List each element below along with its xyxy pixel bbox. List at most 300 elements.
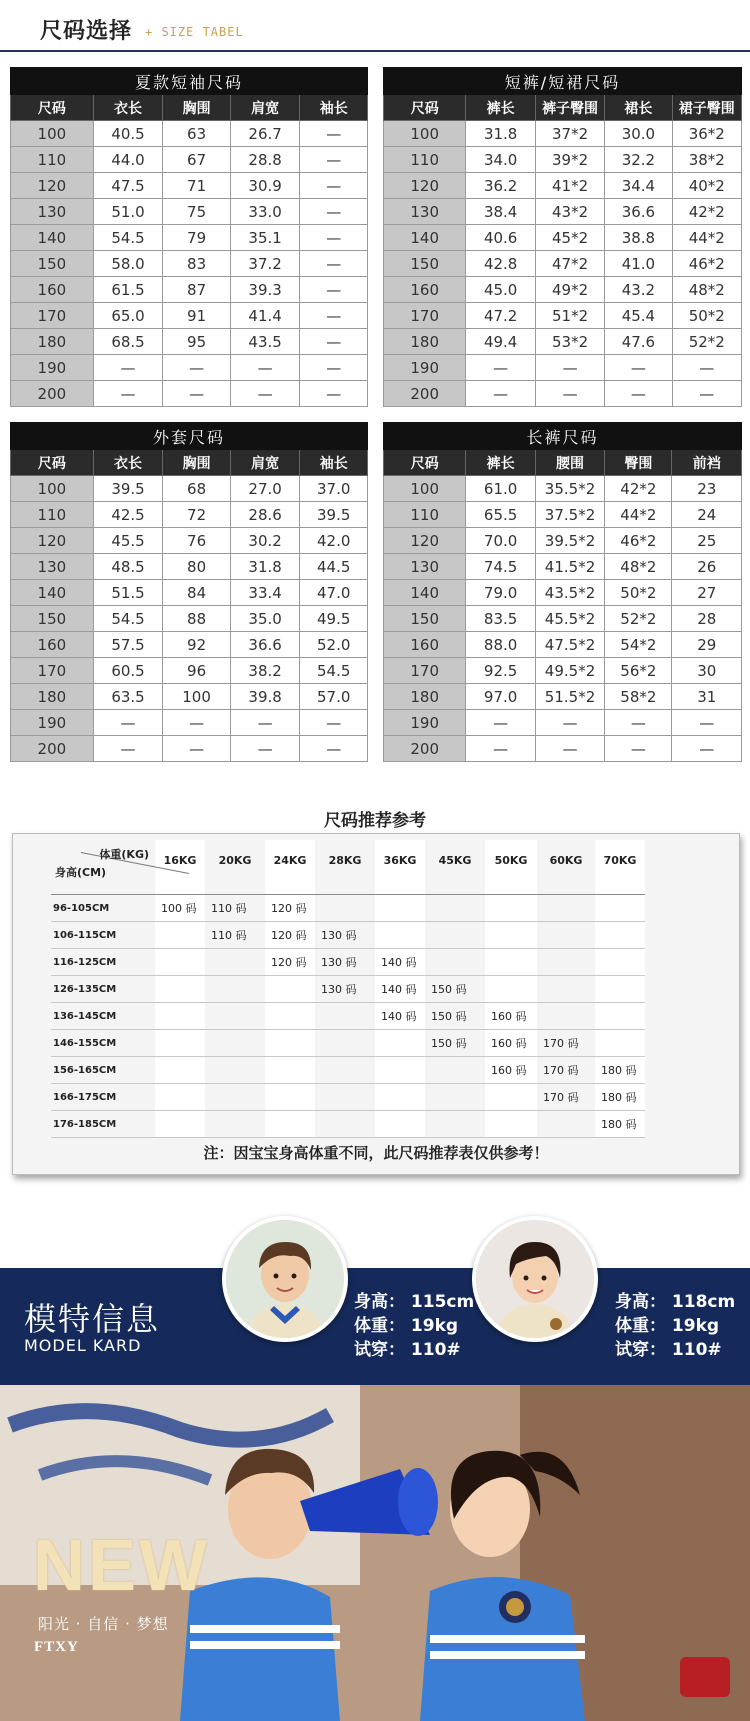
- size-table-shorts-skirts: [383, 67, 742, 407]
- recommend-size-cell: [315, 895, 375, 922]
- size-cell: 200: [11, 381, 94, 407]
- value-cell: 50*2: [605, 580, 672, 606]
- table-row: [384, 355, 742, 381]
- page-title: 尺码选择: [40, 19, 133, 44]
- value-cell: 88: [163, 606, 230, 632]
- value-cell: —: [163, 381, 230, 407]
- value-cell: —: [300, 121, 368, 147]
- height-range-cell: 176-185CM: [51, 1111, 155, 1138]
- height-range-cell: 166-175CM: [51, 1084, 155, 1111]
- size-cell: 180: [384, 684, 466, 710]
- recommend-size-cell: [537, 922, 595, 949]
- value-cell: 45.5: [93, 528, 163, 554]
- value-cell: 39.5*2: [535, 528, 604, 554]
- value-cell: —: [605, 736, 672, 762]
- table-row: [11, 121, 368, 147]
- table-row: [11, 225, 368, 251]
- value-cell: 37.5*2: [535, 502, 604, 528]
- recommend-size-cell: [595, 1003, 645, 1030]
- recommend-size-cell: [155, 1030, 205, 1057]
- weight-header: 70KG: [595, 840, 645, 895]
- height-range-cell: 126-135CM: [51, 976, 155, 1003]
- boy-portrait-icon: [226, 1220, 344, 1338]
- value-cell: 80: [163, 554, 230, 580]
- recommend-size-cell: [425, 1057, 485, 1084]
- value-cell: 56*2: [605, 658, 672, 684]
- recommend-size-cell: 120 码: [265, 895, 315, 922]
- value-cell: 37*2: [535, 121, 604, 147]
- table-row: [384, 329, 742, 355]
- weight-header: 50KG: [485, 840, 537, 895]
- weight-header: 20KG: [205, 840, 265, 895]
- table-caption: 短裤/短裙尺码: [384, 68, 742, 95]
- value-cell: 58*2: [605, 684, 672, 710]
- column-header: 裤长: [466, 450, 535, 476]
- value-cell: 45.4: [605, 303, 672, 329]
- value-cell: 57.0: [300, 684, 368, 710]
- recommend-size-cell: 170 码: [537, 1084, 595, 1111]
- recommend-row: [51, 949, 645, 976]
- value-cell: —: [300, 147, 368, 173]
- recommend-size-cell: [537, 895, 595, 922]
- height-range-cell: 156-165CM: [51, 1057, 155, 1084]
- recommend-size-cell: 160 码: [485, 1030, 537, 1057]
- table-row: [11, 476, 368, 502]
- girl-weight: 体重： 19kg: [615, 1316, 720, 1336]
- table-row: [384, 580, 742, 606]
- recommend-size-cell: [265, 1057, 315, 1084]
- value-cell: 40*2: [672, 173, 741, 199]
- table-row: [11, 147, 368, 173]
- value-cell: —: [300, 710, 368, 736]
- recommend-size-cell: [265, 1111, 315, 1138]
- size-cell: 170: [11, 303, 94, 329]
- value-cell: 52.0: [300, 632, 368, 658]
- column-header: 肩宽: [230, 95, 300, 121]
- column-header: 袖长: [300, 95, 368, 121]
- recommend-size-cell: [205, 1003, 265, 1030]
- size-cell: 150: [384, 251, 466, 277]
- size-cell: 120: [11, 528, 94, 554]
- value-cell: —: [300, 199, 368, 225]
- column-header: 腰围: [535, 450, 604, 476]
- table-row: [11, 277, 368, 303]
- recommend-size-cell: 120 码: [265, 922, 315, 949]
- value-cell: 29: [672, 632, 742, 658]
- boy-height: 身高： 115cm: [354, 1292, 475, 1312]
- recommend-size-cell: [315, 1003, 375, 1030]
- value-cell: 25: [672, 528, 742, 554]
- table-row: [384, 736, 742, 762]
- value-cell: 47.0: [300, 580, 368, 606]
- recommend-size-cell: [595, 1030, 645, 1057]
- value-cell: —: [93, 710, 163, 736]
- value-cell: 42.0: [300, 528, 368, 554]
- column-header: 前裆: [672, 450, 742, 476]
- recommend-size-cell: [315, 1111, 375, 1138]
- table-row: [11, 632, 368, 658]
- value-cell: 26: [672, 554, 742, 580]
- size-cell: 120: [11, 173, 94, 199]
- recommend-panel: [12, 833, 740, 1175]
- value-cell: 40.6: [466, 225, 535, 251]
- value-cell: 44*2: [605, 502, 672, 528]
- value-cell: 63: [163, 121, 230, 147]
- girl-model-avatar: [472, 1216, 598, 1342]
- value-cell: 39*2: [535, 147, 604, 173]
- recommend-size-cell: [205, 1030, 265, 1057]
- value-cell: 44.0: [93, 147, 163, 173]
- height-range-cell: 116-125CM: [51, 949, 155, 976]
- value-cell: 27.0: [230, 476, 300, 502]
- value-cell: 36*2: [672, 121, 741, 147]
- value-cell: 52*2: [605, 606, 672, 632]
- column-header: 尺码: [384, 95, 466, 121]
- value-cell: 49.5: [300, 606, 368, 632]
- value-cell: 35.5*2: [535, 476, 604, 502]
- column-header: 裤子臀围: [535, 95, 604, 121]
- value-cell: 45.5*2: [535, 606, 604, 632]
- table-row: [11, 251, 368, 277]
- recommend-row: [51, 1084, 645, 1111]
- value-cell: 36.6: [230, 632, 300, 658]
- size-cell: 110: [11, 502, 94, 528]
- table-row: [384, 251, 742, 277]
- value-cell: 28.6: [230, 502, 300, 528]
- value-cell: 41.0: [605, 251, 672, 277]
- size-cell: 160: [11, 632, 94, 658]
- recommend-title: 尺码推荐参考: [324, 811, 426, 831]
- value-cell: 61.5: [93, 277, 163, 303]
- table-row: [384, 710, 742, 736]
- value-cell: 38.2: [230, 658, 300, 684]
- size-cell: 100: [384, 121, 466, 147]
- size-cell: 190: [11, 355, 94, 381]
- value-cell: —: [300, 251, 368, 277]
- boy-model-avatar: [222, 1216, 348, 1342]
- value-cell: 46*2: [605, 528, 672, 554]
- value-cell: 30: [672, 658, 742, 684]
- table-row: [11, 502, 368, 528]
- value-cell: 42*2: [605, 476, 672, 502]
- value-cell: 39.5: [93, 476, 163, 502]
- size-cell: 200: [11, 736, 94, 762]
- value-cell: —: [93, 355, 163, 381]
- height-axis-label: 身高(CM): [55, 866, 107, 879]
- recommend-size-cell: 130 码: [315, 976, 375, 1003]
- value-cell: —: [163, 355, 230, 381]
- value-cell: 41.4: [230, 303, 300, 329]
- recommend-size-cell: [205, 976, 265, 1003]
- value-cell: 23: [672, 476, 742, 502]
- table-row: [11, 580, 368, 606]
- value-cell: 35.0: [230, 606, 300, 632]
- recommend-size-cell: [485, 949, 537, 976]
- weight-header: 16KG: [155, 840, 205, 895]
- model-info-band: [0, 1268, 750, 1385]
- column-header: 衣长: [93, 450, 163, 476]
- value-cell: 26.7: [230, 121, 300, 147]
- value-cell: —: [300, 381, 368, 407]
- value-cell: 27: [672, 580, 742, 606]
- recommend-size-cell: 100 码: [155, 895, 205, 922]
- recommend-size-cell: 120 码: [265, 949, 315, 976]
- value-cell: 39.3: [230, 277, 300, 303]
- size-cell: 100: [11, 121, 94, 147]
- column-header: 裤长: [466, 95, 535, 121]
- value-cell: 39.5: [300, 502, 368, 528]
- recommend-size-cell: [595, 949, 645, 976]
- value-cell: —: [605, 355, 672, 381]
- height-range-cell: 106-115CM: [51, 922, 155, 949]
- size-cell: 110: [384, 502, 466, 528]
- recommend-size-cell: 180 码: [595, 1111, 645, 1138]
- value-cell: 48.5: [93, 554, 163, 580]
- table-caption: 外套尺码: [11, 423, 368, 450]
- value-cell: 91: [163, 303, 230, 329]
- table-row: [11, 381, 368, 407]
- table-row: [384, 199, 742, 225]
- recommend-size-cell: [315, 1084, 375, 1111]
- size-cell: 140: [11, 580, 94, 606]
- page-subtitle: + SIZE TABEL: [145, 25, 244, 39]
- table-row: [11, 606, 368, 632]
- recommend-row: [51, 976, 645, 1003]
- value-cell: 44*2: [672, 225, 741, 251]
- recommend-size-cell: 130 码: [315, 949, 375, 976]
- table-row: [11, 303, 368, 329]
- recommend-size-cell: [537, 949, 595, 976]
- value-cell: 33.0: [230, 199, 300, 225]
- boy-weight: 体重： 19kg: [354, 1316, 459, 1336]
- value-cell: —: [230, 710, 300, 736]
- value-cell: —: [605, 381, 672, 407]
- recommend-row: [51, 1111, 645, 1138]
- size-cell: 190: [384, 355, 466, 381]
- value-cell: 68: [163, 476, 230, 502]
- recommend-size-cell: [375, 1111, 425, 1138]
- value-cell: 54.5: [93, 225, 163, 251]
- value-cell: 38.8: [605, 225, 672, 251]
- value-cell: 37.2: [230, 251, 300, 277]
- value-cell: 68.5: [93, 329, 163, 355]
- size-cell: 180: [384, 329, 466, 355]
- column-header: 尺码: [11, 450, 94, 476]
- recommend-size-cell: [595, 895, 645, 922]
- size-table-long-pants: [383, 422, 742, 762]
- recommend-size-cell: [205, 949, 265, 976]
- value-cell: 79.0: [466, 580, 535, 606]
- recommend-size-cell: 150 码: [425, 1003, 485, 1030]
- recommend-size-cell: 140 码: [375, 1003, 425, 1030]
- recommend-size-cell: [425, 1111, 485, 1138]
- value-cell: —: [672, 710, 742, 736]
- value-cell: 41*2: [535, 173, 604, 199]
- value-cell: 28: [672, 606, 742, 632]
- recommend-size-cell: 110 码: [205, 922, 265, 949]
- value-cell: 88.0: [466, 632, 535, 658]
- size-cell: 120: [384, 173, 466, 199]
- recommend-size-cell: 140 码: [375, 949, 425, 976]
- column-header: 尺码: [384, 450, 466, 476]
- value-cell: 38.4: [466, 199, 535, 225]
- recommend-size-cell: [537, 1111, 595, 1138]
- value-cell: 51.0: [93, 199, 163, 225]
- size-cell: 130: [384, 199, 466, 225]
- value-cell: —: [605, 710, 672, 736]
- recommend-size-cell: [375, 1084, 425, 1111]
- value-cell: 42.8: [466, 251, 535, 277]
- recommend-size-cell: [537, 976, 595, 1003]
- value-cell: 84: [163, 580, 230, 606]
- size-cell: 100: [11, 476, 94, 502]
- value-cell: —: [300, 277, 368, 303]
- size-table-jackets: [10, 422, 368, 762]
- size-cell: 160: [11, 277, 94, 303]
- weight-header: 28KG: [315, 840, 375, 895]
- recommend-size-cell: 180 码: [595, 1057, 645, 1084]
- recommend-size-cell: [485, 1084, 537, 1111]
- girl-portrait-icon: [476, 1220, 594, 1338]
- value-cell: 48*2: [605, 554, 672, 580]
- value-cell: 44.5: [300, 554, 368, 580]
- girl-model-info: [615, 1290, 735, 1362]
- value-cell: 42*2: [672, 199, 741, 225]
- value-cell: 45*2: [535, 225, 604, 251]
- brand-logo: FTXY: [34, 1639, 79, 1655]
- recommend-size-cell: [315, 1057, 375, 1084]
- size-cell: 120: [384, 528, 466, 554]
- value-cell: 54.5: [300, 658, 368, 684]
- column-header: 衣长: [93, 95, 163, 121]
- recommend-row: [51, 895, 645, 922]
- value-cell: 41.5*2: [535, 554, 604, 580]
- recommend-size-cell: 140 码: [375, 976, 425, 1003]
- table-row: [384, 121, 742, 147]
- recommend-row: [51, 1003, 645, 1030]
- boy-wear-size: 试穿： 110#: [354, 1340, 461, 1360]
- recommend-size-cell: [375, 1030, 425, 1057]
- recommend-size-cell: [155, 1111, 205, 1138]
- value-cell: 97.0: [466, 684, 535, 710]
- table-row: [384, 528, 742, 554]
- recommend-size-cell: [205, 1057, 265, 1084]
- value-cell: 72: [163, 502, 230, 528]
- value-cell: 54*2: [605, 632, 672, 658]
- value-cell: 87: [163, 277, 230, 303]
- value-cell: 92: [163, 632, 230, 658]
- value-cell: —: [230, 736, 300, 762]
- recommend-size-cell: [425, 1084, 485, 1111]
- value-cell: 47*2: [535, 251, 604, 277]
- value-cell: 47.5*2: [535, 632, 604, 658]
- value-cell: 32.2: [605, 147, 672, 173]
- value-cell: 75: [163, 199, 230, 225]
- column-header: 肩宽: [230, 450, 300, 476]
- recommend-size-cell: [595, 922, 645, 949]
- recommend-size-cell: [155, 949, 205, 976]
- value-cell: —: [535, 355, 604, 381]
- table-row: [384, 554, 742, 580]
- value-cell: 49.5*2: [535, 658, 604, 684]
- value-cell: 31: [672, 684, 742, 710]
- value-cell: 51*2: [535, 303, 604, 329]
- value-cell: —: [163, 710, 230, 736]
- recommend-row: [51, 1030, 645, 1057]
- value-cell: —: [300, 736, 368, 762]
- size-cell: 110: [11, 147, 94, 173]
- value-cell: —: [466, 710, 535, 736]
- height-range-cell: 146-155CM: [51, 1030, 155, 1057]
- value-cell: 30.0: [605, 121, 672, 147]
- value-cell: —: [230, 381, 300, 407]
- recommend-size-cell: [155, 976, 205, 1003]
- recommend-size-cell: 170 码: [537, 1030, 595, 1057]
- table-row: [384, 225, 742, 251]
- value-cell: —: [300, 329, 368, 355]
- value-cell: —: [230, 355, 300, 381]
- table-row: [11, 658, 368, 684]
- value-cell: 61.0: [466, 476, 535, 502]
- table-row: [384, 303, 742, 329]
- recommend-size-cell: [537, 1003, 595, 1030]
- value-cell: —: [93, 736, 163, 762]
- value-cell: 51.5: [93, 580, 163, 606]
- recommend-size-cell: 150 码: [425, 1030, 485, 1057]
- recommend-size-cell: [265, 1003, 315, 1030]
- recommend-size-cell: [425, 922, 485, 949]
- recommend-size-cell: [265, 1030, 315, 1057]
- table-row: [11, 173, 368, 199]
- value-cell: 37.0: [300, 476, 368, 502]
- recommend-size-cell: [205, 1084, 265, 1111]
- slogan: 阳光 · 自信 · 梦想: [38, 1615, 169, 1633]
- value-cell: 83.5: [466, 606, 535, 632]
- size-cell: 150: [384, 606, 466, 632]
- recommend-size-cell: [485, 895, 537, 922]
- value-cell: 43.5: [230, 329, 300, 355]
- value-cell: 31.8: [230, 554, 300, 580]
- recommend-size-cell: [315, 1030, 375, 1057]
- table-row: [384, 606, 742, 632]
- value-cell: —: [93, 381, 163, 407]
- value-cell: 39.8: [230, 684, 300, 710]
- value-cell: 92.5: [466, 658, 535, 684]
- value-cell: 74.5: [466, 554, 535, 580]
- column-header: 胸围: [163, 95, 230, 121]
- recommend-size-cell: [155, 1057, 205, 1084]
- boy-model-info: [354, 1290, 474, 1362]
- value-cell: 100: [163, 684, 230, 710]
- recommend-size-cell: [425, 949, 485, 976]
- recommend-size-cell: [485, 976, 537, 1003]
- value-cell: 24: [672, 502, 742, 528]
- table-row: [384, 381, 742, 407]
- value-cell: 34.4: [605, 173, 672, 199]
- recommend-size-cell: 110 码: [205, 895, 265, 922]
- recommend-size-cell: [375, 895, 425, 922]
- value-cell: 51.5*2: [535, 684, 604, 710]
- weight-header: 45KG: [425, 840, 485, 895]
- size-cell: 130: [11, 554, 94, 580]
- size-cell: 190: [11, 710, 94, 736]
- recommend-size-cell: [155, 1003, 205, 1030]
- new-label: NEW: [33, 1526, 210, 1606]
- recommend-size-cell: 160 码: [485, 1003, 537, 1030]
- weight-header: 24KG: [265, 840, 315, 895]
- table-row: [11, 355, 368, 381]
- size-cell: 170: [384, 303, 466, 329]
